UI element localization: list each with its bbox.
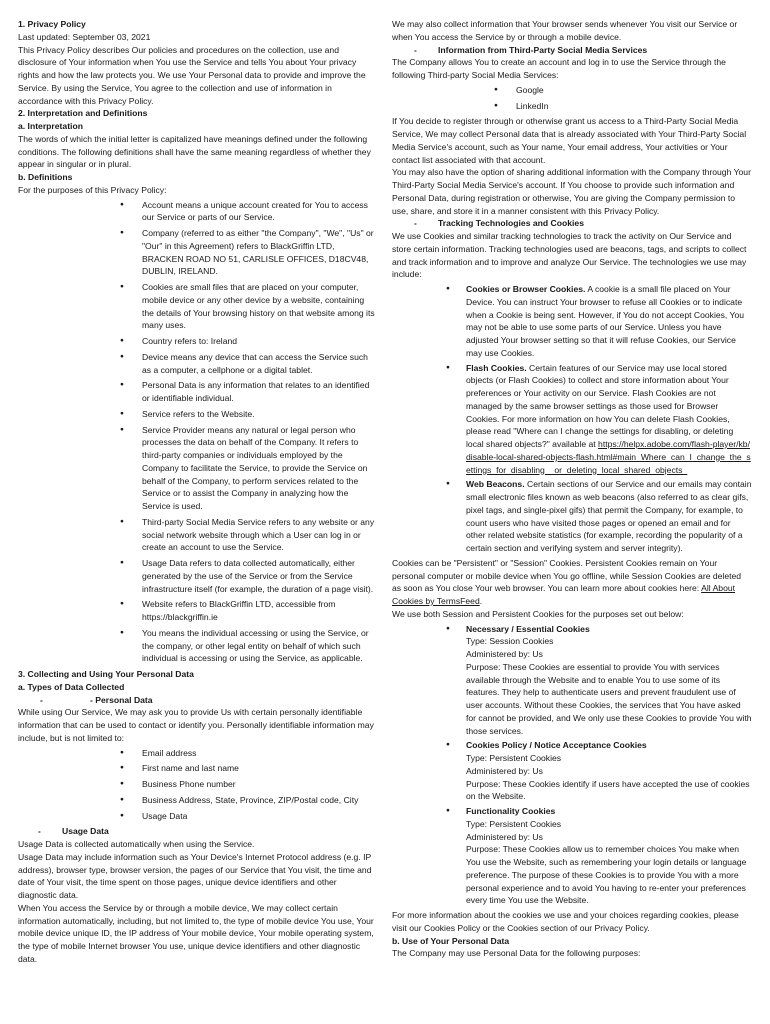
cookies-text-end: .	[479, 596, 483, 606]
definitions-list	[18, 199, 376, 666]
cookie-type-admin: Administered by: Us	[466, 831, 543, 842]
usage-data-paragraph: Usage Data may include information such as Your Device's Internet Protocol address (e.g. IP address), browser type, browser version, the pages of our Service that You visit, the time and date of Your visit, the time spent on those pages, unique device identifiers and other diagnostic data.	[18, 851, 372, 900]
cookie-type-item	[392, 739, 752, 803]
cookie-type-title: ● Cookies Policy / Notice Acceptance Cookies	[466, 740, 647, 751]
third-party-title: Information from Third-Party Social Media Services	[438, 44, 648, 55]
cookies-more-info: For more information about the cookies we use and your choices regarding cookies, please visit our Cookies Policy or the Cookies section of our Privacy Policy.	[392, 910, 739, 933]
personal-data-item: ● First name and last name	[18, 762, 376, 775]
definition-item: ● Personal Data is any information that relates to an identified or identifiable individual.	[18, 379, 376, 405]
cookie-types-list	[392, 623, 752, 908]
cookie-type-purpose: Purpose: These Cookies allow us to remember choices You make when You use the Website, such as remembering your login details or language preference. The purpose of these Cookies is to provide You with a more personal experience and to avoid You having to re-enter your preferences every time You use the Website.	[466, 844, 747, 906]
last-updated: Last updated: September 03, 2021	[18, 31, 151, 42]
tracking-title: Tracking Technologies and Cookies	[438, 218, 584, 229]
social-services-list	[392, 84, 752, 113]
personal-data-item: ● Business Address, State, Province, ZIP/Postal code, City	[18, 794, 376, 807]
tracking-text: Certain features of our Service may use local stored objects (or Flash Cookies) to collect and store information about Your preferences or Your activity on our Service. Flash Cookies are not managed by the same browser settings as those used for Browser Cookies. For more information on how You can delete Flash Cookies, please read "Where can I change the settings for disabling, or deleting local shared objects?" available at	[466, 362, 734, 449]
personal-data-item: ● Business Phone number	[18, 778, 376, 791]
cookies-text: Cookies can be "Persistent" or "Session" Cookies. Persistent Cookies remain on Your personal computer or mobile device when You go offline, while Session Cookies are deleted as soon as You close Your web browser. You can learn more about cookies here:	[392, 557, 742, 594]
cookie-type-item	[392, 805, 752, 907]
personal-data-heading	[18, 694, 376, 707]
section-heading-privacy-policy: 1. Privacy Policy	[18, 19, 86, 29]
tracking-paragraph: We use Cookies and similar tracking technologies to track the activity on Our Service and store certain information. Tracking technologies used are beacons, tags, and scripts to collect and track information and to improve and analyze Our Service. The technologies we use may include:	[392, 231, 747, 280]
definition-item: ● Third-party Social Media Service refers to any website or any social network website through which a User can log in or create an account to use the Service.	[18, 516, 376, 554]
definition-item: ● Cookies are small files that are placed on your computer, mobile device or any other device by a website, containing the details of Your browsing history on that website among its many uses.	[18, 281, 376, 332]
personal-data-item: ● Usage Data	[18, 810, 376, 823]
left-column	[18, 18, 376, 966]
definitions-intro: For the purposes of this Privacy Policy:	[18, 184, 167, 195]
definition-item: ● Country refers to: Ireland	[18, 335, 376, 348]
dash-marker: -	[40, 694, 43, 705]
all-about-cookies-link[interactable]: All About Cookies by TermsFeed	[392, 583, 736, 606]
cookie-type-title: ● Functionality Cookies	[466, 806, 556, 816]
definition-item: ● You means the individual accessing or using the Service, or the company, or other legal entity on behalf of which such individual is accessing or using the Service, as applicable.	[18, 627, 376, 665]
tracking-term: Web Beacons.	[466, 479, 525, 490]
tracking-text: A cookie is a small file placed on Your Device. You can instruct Your browser to refuse all Cookies or to indicate when a Cookie is being sent. However, if You do not accept Cookies, You may not be able to use some parts of our Service. Unless you have adjusted Your browser setting so that it will refuse Cookies, our Service may use Cookies.	[466, 284, 745, 358]
cookie-type-purpose: Purpose: These Cookies are essential to provide You with services available through the Website and to enable You to use some of its features. They help to authenticate users and prevent fraudulent use of user accounts. Without these Cookies, the services that You have asked for cannot be provided, and We only use these Cookies to provide You with those services.	[466, 661, 752, 736]
personal-data-intro: While using Our Service, We may ask you to provide Us with certain personally identifiable information that can be used to contact or identify you. Personally identifiable information may include, but is not limited to:	[18, 707, 374, 743]
tracking-term: Flash Cookies.	[466, 362, 527, 373]
tracking-text: Certain sections of our Service and our emails may contain small electronic files known as web beacons (also referred to as clear gifs, pixel tags, and single-pixel gifs) that permit the Company, for example, to count users who have visited those pages or opened an email and for other related website statistics (for example, recording the popularity of a certain section and verifying system and server integrity).	[466, 479, 752, 553]
cookie-type-item	[392, 623, 752, 738]
cookie-type-purpose: Purpose: These Cookies identify if users have accepted the use of cookies on the Website.	[466, 778, 750, 802]
cookie-type-admin: Administered by: Us	[466, 649, 543, 659]
definition-item: ● Device means any device that can access the Service such as a computer, a cellphone or a digital tablet.	[18, 351, 376, 377]
cookie-type-type: Type: Session Cookies	[466, 636, 554, 647]
tracking-item	[392, 362, 752, 477]
tracking-heading	[392, 217, 752, 230]
definition-item: ● Company (referred to as either "the Company", "We", "Us" or "Our" in this Agreement) refers to BlackGriffin LTD, BRACKEN ROAD NO 51, CARLISLE OFFICES, D18CV48, DUBLIN, IRELAND.	[18, 227, 376, 278]
right-column	[392, 18, 752, 960]
cookie-type-admin: Administered by: Us	[466, 765, 543, 776]
subheading-interpretation: a. Interpretation	[18, 121, 83, 131]
definition-item: ● Website refers to BlackGriffin LTD, accessible from https://blackgriffin.ie	[18, 598, 376, 624]
usage-data-paragraph: Usage Data is collected automatically when using the Service.	[18, 839, 255, 849]
usage-data-paragraph: When You access the Service by or through a mobile device, We may collect certain information automatically, including, but not limited to, the type of mobile device You use, Your mobile device unique ID, the IP address of Your mobile device, Your mobile operating system, the type of mobile Internet browser You use, unique device identifiers and other diagnostic data.	[18, 902, 374, 964]
tracking-technologies-list	[392, 283, 752, 555]
usage-data-heading	[18, 825, 376, 838]
definition-item: ● Usage Data refers to data collected automatically, either generated by the use of the Service or from the Service infrastructure itself (for example, the duration of a page visit).	[18, 557, 376, 595]
tracking-item	[392, 478, 752, 555]
third-party-paragraph: You may also have the option of sharing additional information with the Company through Your Third-Party Social Media Service's account. If You choose to provide such information and Personal Data, during registration or otherwise, You are giving the Company permission to use, share, and store it in a manner consistent with this Privacy Policy.	[392, 167, 751, 216]
dash-marker: -	[38, 826, 41, 837]
dash-marker: -	[414, 44, 417, 55]
tracking-term: Cookies or Browser Cookies.	[466, 284, 586, 294]
interpretation-paragraph: The words of which the initial letter is capitalized have meanings defined under the following conditions. The following definitions shall have the same meaning regardless of whether they appear in singular or in plural.	[18, 133, 371, 170]
definition-item: ● Account means a unique account created for You to access our Service or parts of our Service.	[18, 199, 376, 225]
third-party-heading	[392, 44, 752, 57]
use-of-data-intro: The Company may use Personal Data for the following purposes:	[392, 948, 641, 959]
intro-paragraph: This Privacy Policy describes Our policies and procedures on the collection, use and disclosure of Your information when You use the Service and tells You about Your privacy rights and how the law protects you. We use Your Personal data to provide and improve the Service. By using the Service, You agree to the collection and use of information in accordance with this Privacy Policy.	[18, 44, 366, 106]
section-heading-interpretation-definitions: 2. Interpretation and Definitions	[18, 108, 148, 119]
cookie-type-type: Type: Persistent Cookies	[466, 753, 562, 763]
subheading-use-of-personal-data: b. Use of Your Personal Data	[392, 935, 510, 946]
cookies-paragraph	[392, 557, 752, 608]
subheading-definitions: b. Definitions	[18, 172, 73, 182]
third-party-paragraph: If You decide to register through or otherwise grant us access to a Third-Party Social Media Service, We may collect Personal data that is already associated with Your Third-Party Social Media Service's account, such as Your name, Your email address, Your activities or Your contact list associated with that account.	[392, 116, 747, 165]
cookies-purposes-intro: We use both Session and Persistent Cookies for the purposes set out below:	[392, 608, 684, 619]
definition-item: ● Service refers to the Website.	[18, 408, 376, 421]
usage-data-title: Usage Data	[62, 826, 109, 837]
personal-data-item: ● Email address	[18, 747, 376, 760]
cookie-type-title: ● Necessary / Essential Cookies	[466, 623, 590, 634]
definition-item: ● Service Provider means any natural or legal person who processes the data on behalf of the Company. It refers to third-party companies or individuals employed by the Company to facilitate the Service, to provide the Service on behalf of the Company, to perform services related to the Service or to assist the Company in analyzing how the Service is used.	[18, 424, 376, 513]
personal-data-title: - Personal Data	[90, 694, 153, 705]
social-service-linkedin: ● LinkedIn	[392, 100, 752, 113]
third-party-paragraph: The Company allows You to create an account and log in to use the Service through the following Third-party Social Media Services:	[392, 57, 726, 80]
adobe-flash-help-link[interactable]: https://helpx.adobe.com/flash-player/kb/disable-local-shared-objects-flash.html#main_Where_can_I_change_the_settings_for_disabling__or_deleting_local_shared_objects_	[466, 439, 751, 475]
tracking-item	[392, 283, 752, 360]
dash-marker: -	[414, 218, 417, 229]
cookie-type-type: Type: Persistent Cookies	[466, 818, 562, 829]
section-heading-collecting-data: 3. Collecting and Using Your Personal Data	[18, 669, 194, 679]
personal-data-list	[18, 747, 376, 823]
subheading-types-of-data: a. Types of Data Collected	[18, 681, 125, 692]
social-service-google: ● Google	[392, 84, 752, 97]
browser-info-paragraph: We may also collect information that Your browser sends whenever You visit our Service or when You access the Service by or through a mobile device.	[392, 19, 738, 42]
